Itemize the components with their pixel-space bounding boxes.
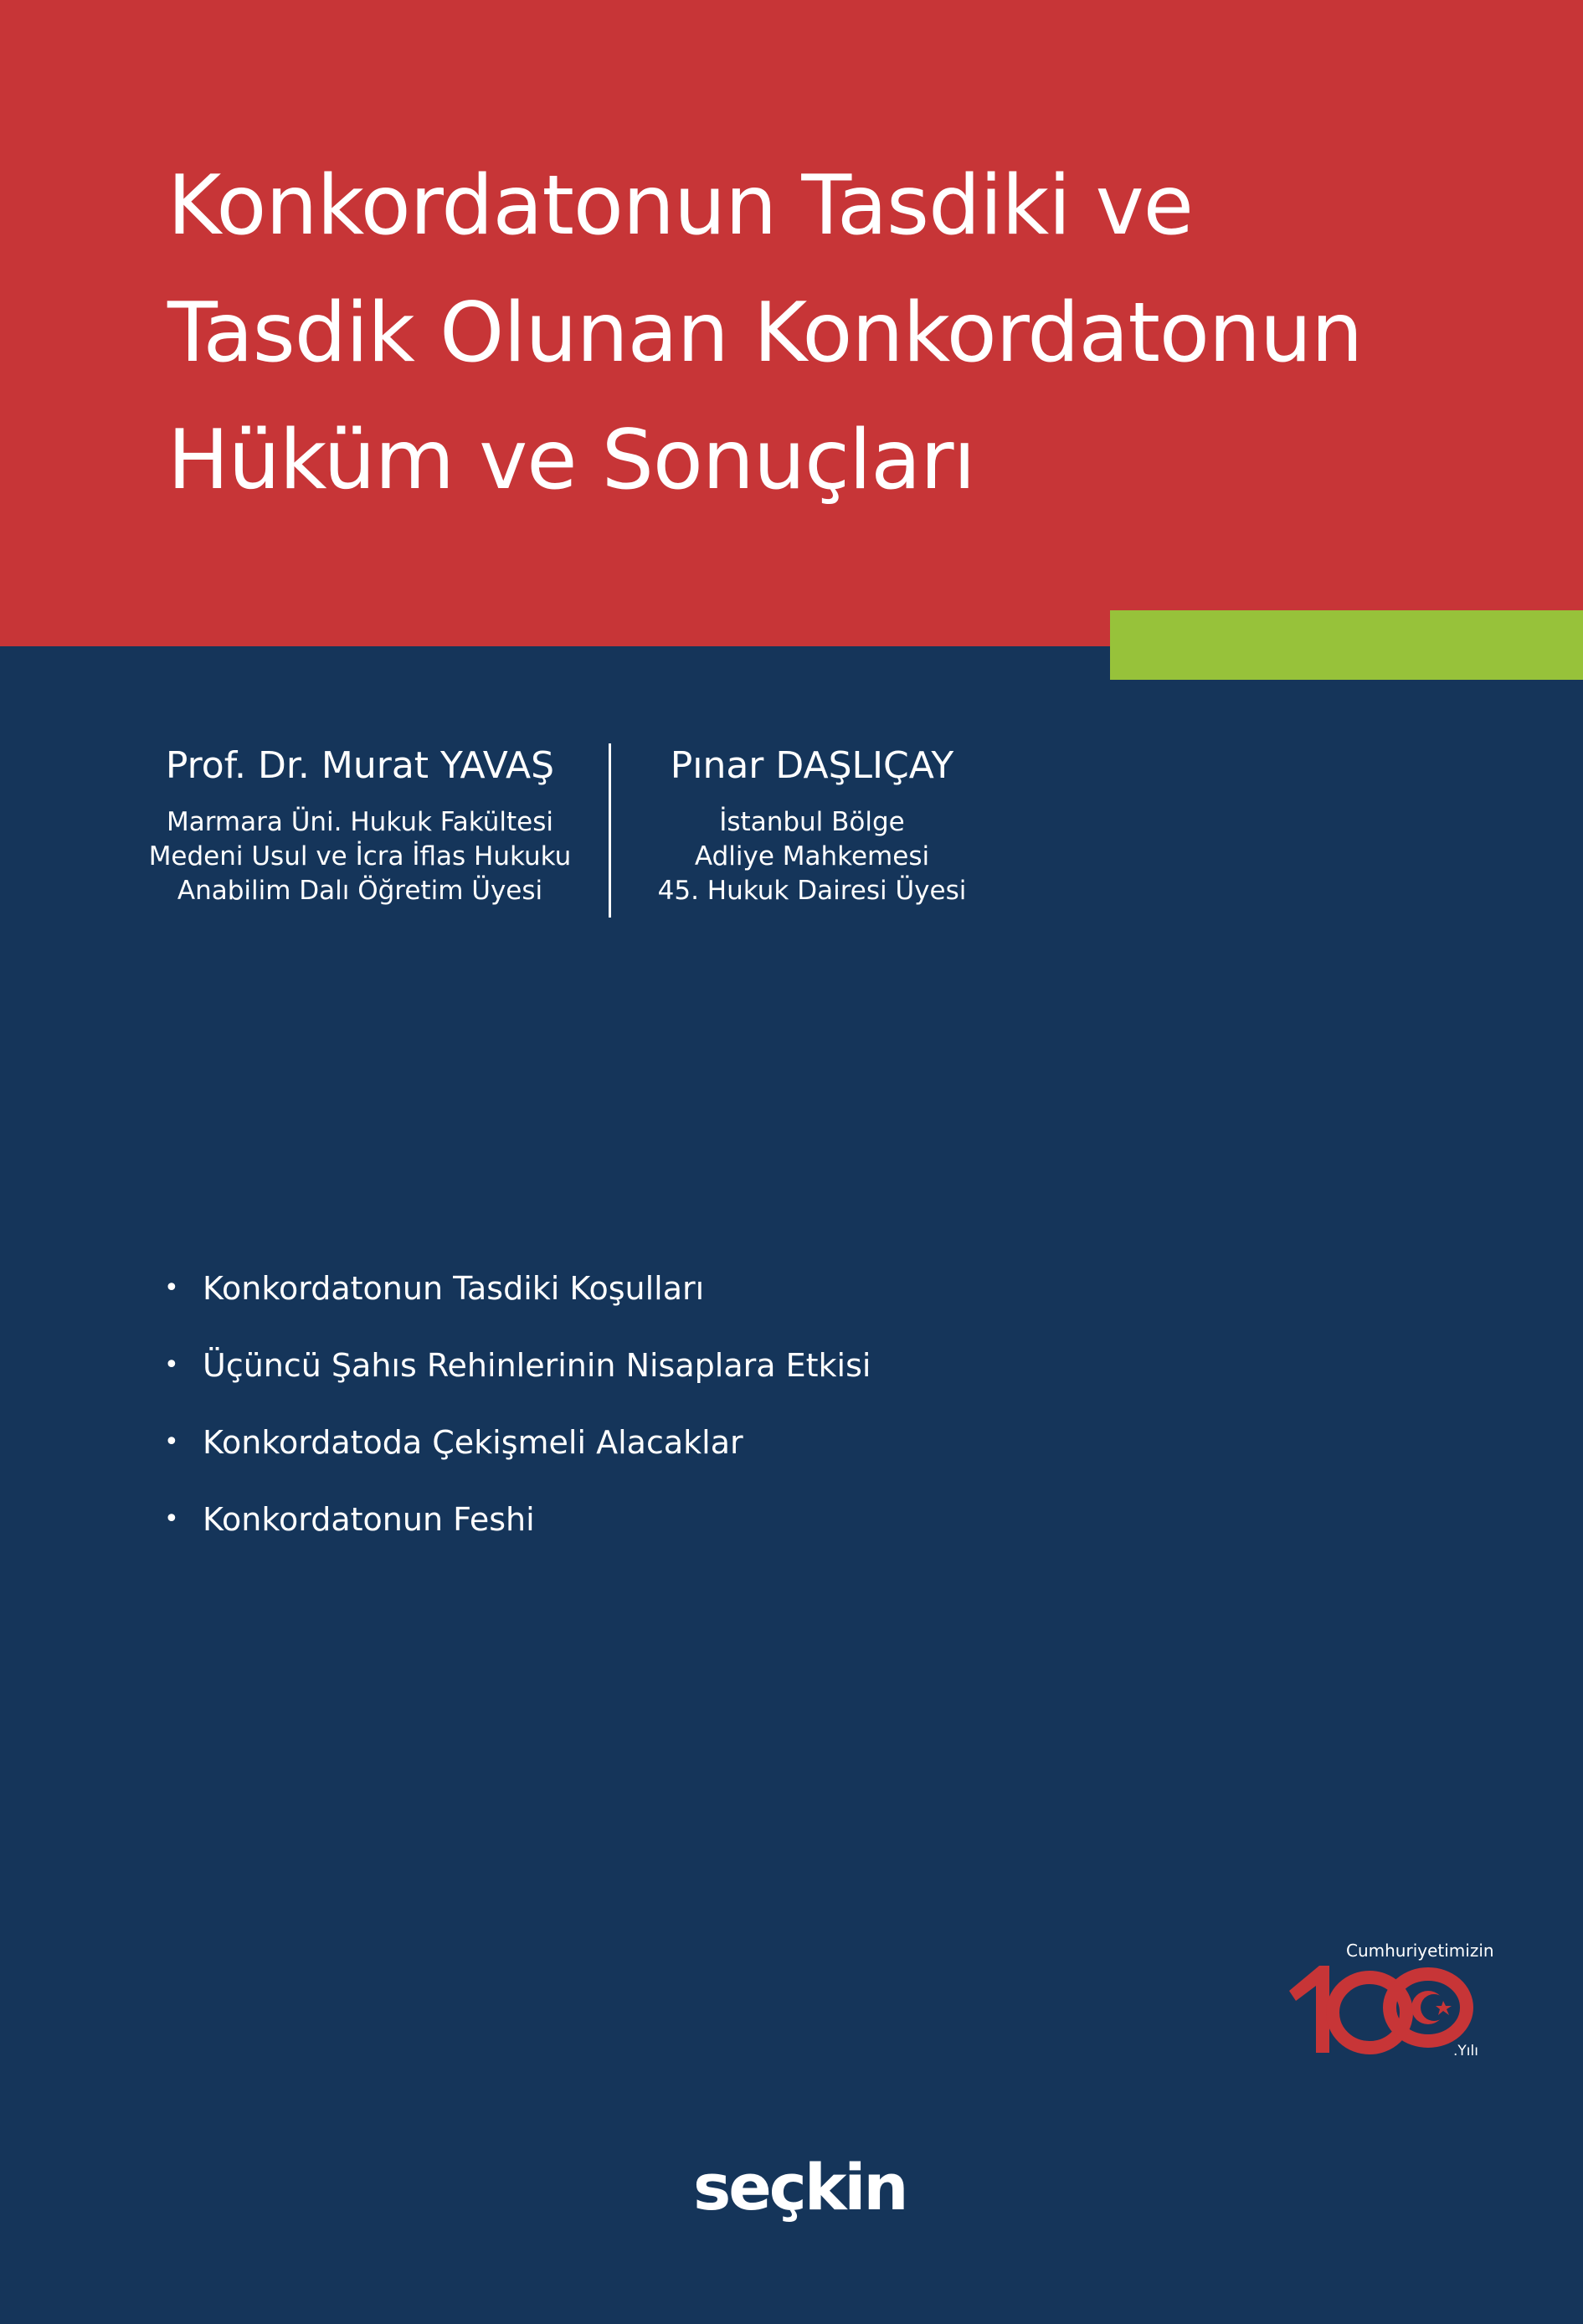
accent-bar bbox=[1110, 610, 1583, 680]
title-line-1: Konkordatonun Tasdiki ve bbox=[167, 158, 1193, 254]
badge-caption: Cumhuriyetimizin bbox=[1346, 1941, 1494, 1961]
author-2-affiliation-line: 45. Hukuk Dairesi Üyesi bbox=[657, 876, 967, 906]
author-2-affiliation bbox=[645, 805, 979, 908]
author-1-affiliation-line: Marmara Üni. Hukuk Fakültesi bbox=[166, 807, 554, 837]
author-2-affiliation-line: Adliye Mahkemesi bbox=[694, 841, 930, 872]
book-title bbox=[167, 142, 1507, 524]
author-1-affiliation bbox=[142, 805, 578, 908]
centenary-badge bbox=[1279, 1941, 1497, 2075]
author-1-name: Prof. Dr. Murat YAVAŞ bbox=[165, 744, 555, 787]
author-1-affiliation-line: Medeni Usul ve İcra İflas Hukuku bbox=[148, 841, 572, 872]
author-2 bbox=[645, 737, 979, 908]
badge-number: 100 bbox=[1279, 1959, 1281, 1960]
topic-item: • Konkordatoda Çekişmeli Alacaklar bbox=[164, 1404, 871, 1481]
badge-suffix: .Yılı bbox=[1453, 2043, 1478, 2059]
title-line-2: Tasdik Olunan Konkordatonun bbox=[167, 285, 1363, 381]
topic-list bbox=[164, 1250, 871, 1558]
publisher-logo: seçkin bbox=[693, 2150, 907, 2224]
author-1 bbox=[142, 737, 578, 908]
author-1-affiliation-line: Anabilim Dalı Öğretim Üyesi bbox=[177, 876, 543, 906]
author-2-affiliation-line: İstanbul Bölge bbox=[719, 807, 905, 837]
topic-item: • Konkordatonun Feshi bbox=[164, 1481, 871, 1558]
author-divider bbox=[609, 743, 611, 918]
crescent-star-icon bbox=[1411, 1991, 1452, 2024]
title-line-3: Hüküm ve Sonuçları bbox=[167, 413, 975, 508]
topic-item: • Konkordatonun Tasdiki Koşulları bbox=[164, 1250, 871, 1327]
topic-item: • Üçüncü Şahıs Rehinlerinin Nisaplara Etkisi bbox=[164, 1327, 871, 1404]
author-2-name: Pınar DAŞLIÇAY bbox=[670, 744, 954, 787]
